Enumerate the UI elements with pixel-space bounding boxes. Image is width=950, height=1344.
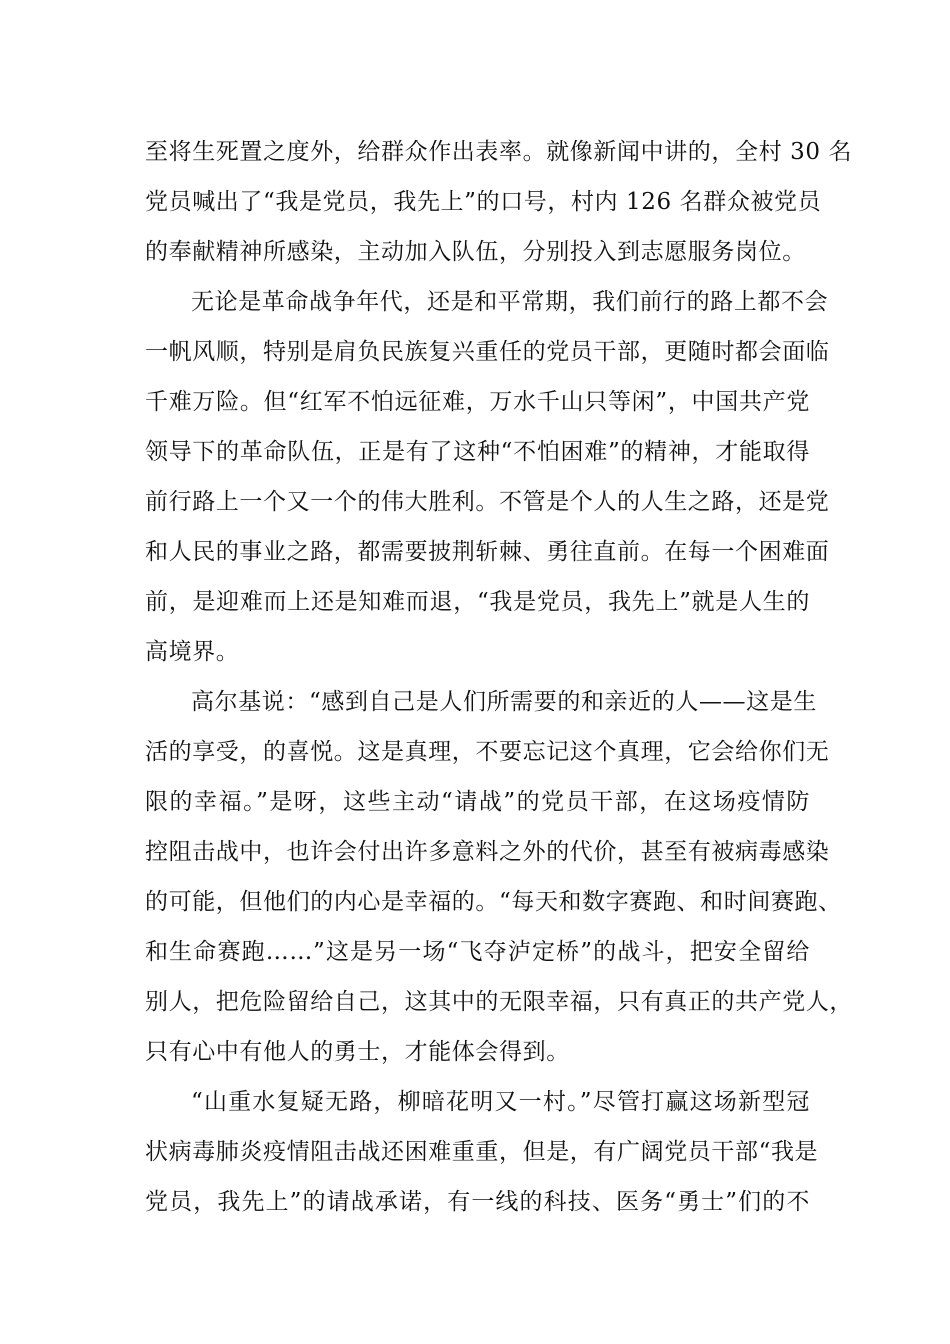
text-line: 领导下的革命队伍，正是有了这种“不怕困难”的精神，才能取得 bbox=[145, 439, 810, 465]
text-line: 的奉献精神所感染，主动加入队伍，分别投入到志愿服务岗位。 bbox=[145, 239, 806, 265]
text-line: 只有心中有他人的勇士，才能体会得到。 bbox=[145, 1039, 570, 1065]
text-line: 和生命赛跑……”这是另一场“飞夺泸定桥”的战斗，把安全留给 bbox=[145, 939, 810, 965]
text-line: 党员，我先上”的请战承诺，有一线的科技、医务“勇士”们的不 bbox=[145, 1189, 810, 1215]
text-line: 前，是迎难而上还是知难而退，“我是党员，我先上”就是人生的 bbox=[145, 589, 810, 615]
text-line: 高尔基说：“感到自己是人们所需要的和亲近的人——这是生 bbox=[191, 689, 817, 715]
text-line: 的可能，但他们的内心是幸福的。“每天和数字赛跑、和时间赛跑、 bbox=[145, 889, 842, 915]
text-line: 党员喊出了“我是党员，我先上”的口号，村内 126 名群众被党员 bbox=[145, 189, 822, 215]
text-line: 一帆风顺，特别是肩负民族复兴重任的党员干部，更随时都会面临 bbox=[145, 339, 830, 365]
text-line: “山重水复疑无路，柳暗花明又一村。”尽管打赢这场新型冠 bbox=[191, 1089, 810, 1115]
text-line: 状病毒肺炎疫情阻击战还困难重重，但是，有广阔党员干部“我是 bbox=[145, 1139, 819, 1165]
text-line: 别人，把危险留给自己，这其中的无限幸福，只有真正的共产党人， bbox=[145, 989, 853, 1015]
text-line: 前行路上一个又一个的伟大胜利。不管是个人的人生之路，还是党 bbox=[145, 489, 830, 515]
body-text bbox=[145, 127, 853, 1227]
text-line: 高境界。 bbox=[145, 639, 240, 665]
text-line: 千难万险。但“红军不怕远征难，万水千山只等闲”，中国共产党 bbox=[145, 389, 810, 415]
text-line: 无论是革命战争年代，还是和平常期，我们前行的路上都不会 bbox=[191, 289, 829, 315]
text-line: 控阻击战中，也许会付出许多意料之外的代价，甚至有被病毒感染 bbox=[145, 839, 830, 865]
text-line: 和人民的事业之路，都需要披荆斩棘、勇往直前。在每一个困难面 bbox=[145, 539, 830, 565]
text-line: 至将生死置之度外，给群众作出表率。就像新闻中讲的，全村 30 名 bbox=[145, 139, 853, 165]
text-line: 限的幸福。”是呀，这些主动“请战”的党员干部，在这场疫情防 bbox=[145, 789, 810, 815]
text-line: 活的享受，的喜悦。这是真理，不要忘记这个真理，它会给你们无 bbox=[145, 739, 830, 765]
